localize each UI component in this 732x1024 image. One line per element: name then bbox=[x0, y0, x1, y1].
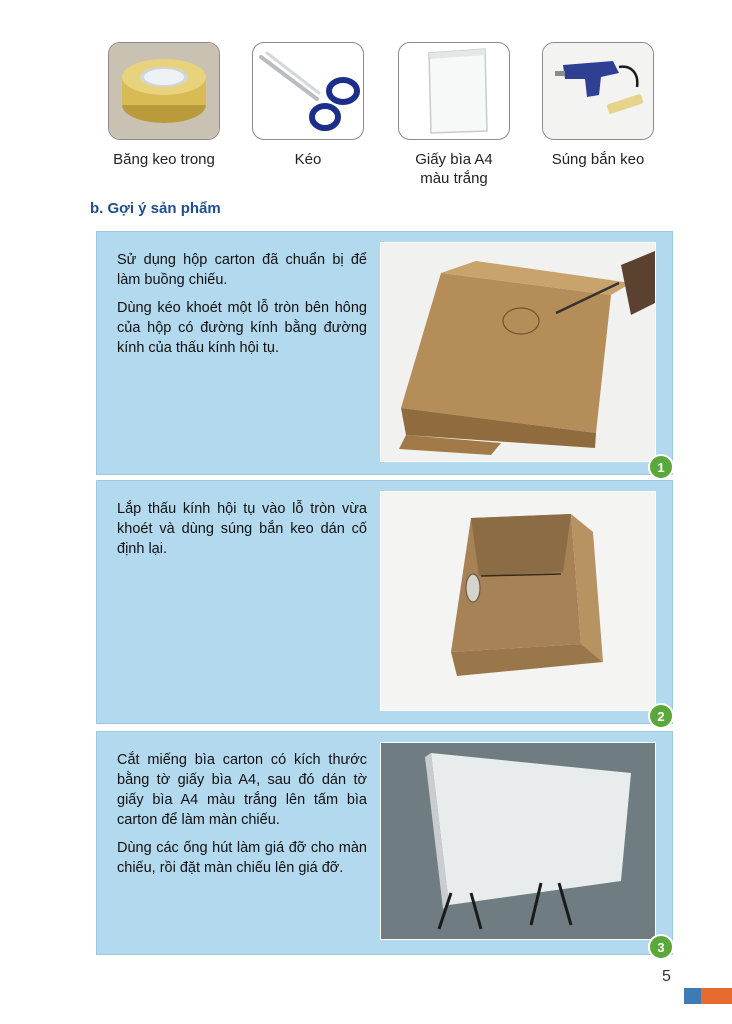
step-text bbox=[117, 250, 367, 366]
step-number-badge: 2 bbox=[648, 703, 674, 729]
page-number: 5 bbox=[662, 968, 671, 985]
step-number-badge: 3 bbox=[648, 934, 674, 960]
step-paragraph: Lắp thấu kính hội tụ vào lỗ tròn vừa khoét và dùng súng bắn keo dán cố định lại. bbox=[117, 501, 367, 557]
materials-row bbox=[100, 42, 660, 192]
step-number-badge: 1 bbox=[648, 454, 674, 480]
material-glue-gun bbox=[534, 42, 662, 169]
box-with-lens-photo bbox=[381, 492, 655, 710]
step-paragraph: Dùng kéo khoét một lỗ tròn bên hông của hộp có đường kính bằng đường kính của thấu kính hội tụ. bbox=[117, 300, 367, 356]
paper-sheet-icon bbox=[399, 43, 509, 139]
material-frame bbox=[108, 42, 220, 140]
step-paragraph: Sử dụng hộp carton đã chuẩn bị để làm buồng chiếu. bbox=[117, 252, 367, 288]
step-photo bbox=[380, 491, 656, 711]
corner-decoration bbox=[684, 988, 732, 1004]
section-title: b. Gợi ý sản phẩm bbox=[90, 200, 221, 217]
projection-screen-photo bbox=[381, 743, 655, 939]
cardboard-box-cutting-photo bbox=[381, 243, 655, 461]
step-panel-3 bbox=[96, 731, 673, 955]
step-text bbox=[117, 499, 367, 567]
material-label: Súng bắn keo bbox=[551, 151, 645, 168]
material-frame bbox=[542, 42, 654, 140]
material-paper bbox=[390, 42, 518, 188]
material-scissors bbox=[244, 42, 372, 169]
tape-roll-icon bbox=[109, 43, 219, 139]
step-panel-2 bbox=[96, 480, 673, 724]
material-frame bbox=[252, 42, 364, 140]
step-paragraph: Dùng các ống hút làm giá đỡ cho màn chiếu, rồi đặt màn chiếu lên giá đỡ. bbox=[117, 840, 367, 876]
step-paragraph: Cắt miếng bìa carton có kích thước bằng tờ giấy bìa A4, sau đó dán tờ giấy bìa A4 màu trắng lên tấm bìa carton để làm màn chiếu. bbox=[117, 752, 367, 828]
step-panel-1 bbox=[96, 231, 673, 475]
material-label: Băng keo trong bbox=[113, 151, 215, 168]
step-photo bbox=[380, 742, 656, 940]
material-label: Kéo bbox=[294, 151, 322, 168]
step-photo bbox=[380, 242, 656, 462]
material-label: Giấy bìa A4 màu trắng bbox=[415, 151, 493, 187]
glue-gun-icon bbox=[543, 43, 653, 139]
material-frame bbox=[398, 42, 510, 140]
step-text bbox=[117, 750, 367, 886]
scissors-icon bbox=[253, 43, 363, 139]
material-tape bbox=[100, 42, 228, 169]
